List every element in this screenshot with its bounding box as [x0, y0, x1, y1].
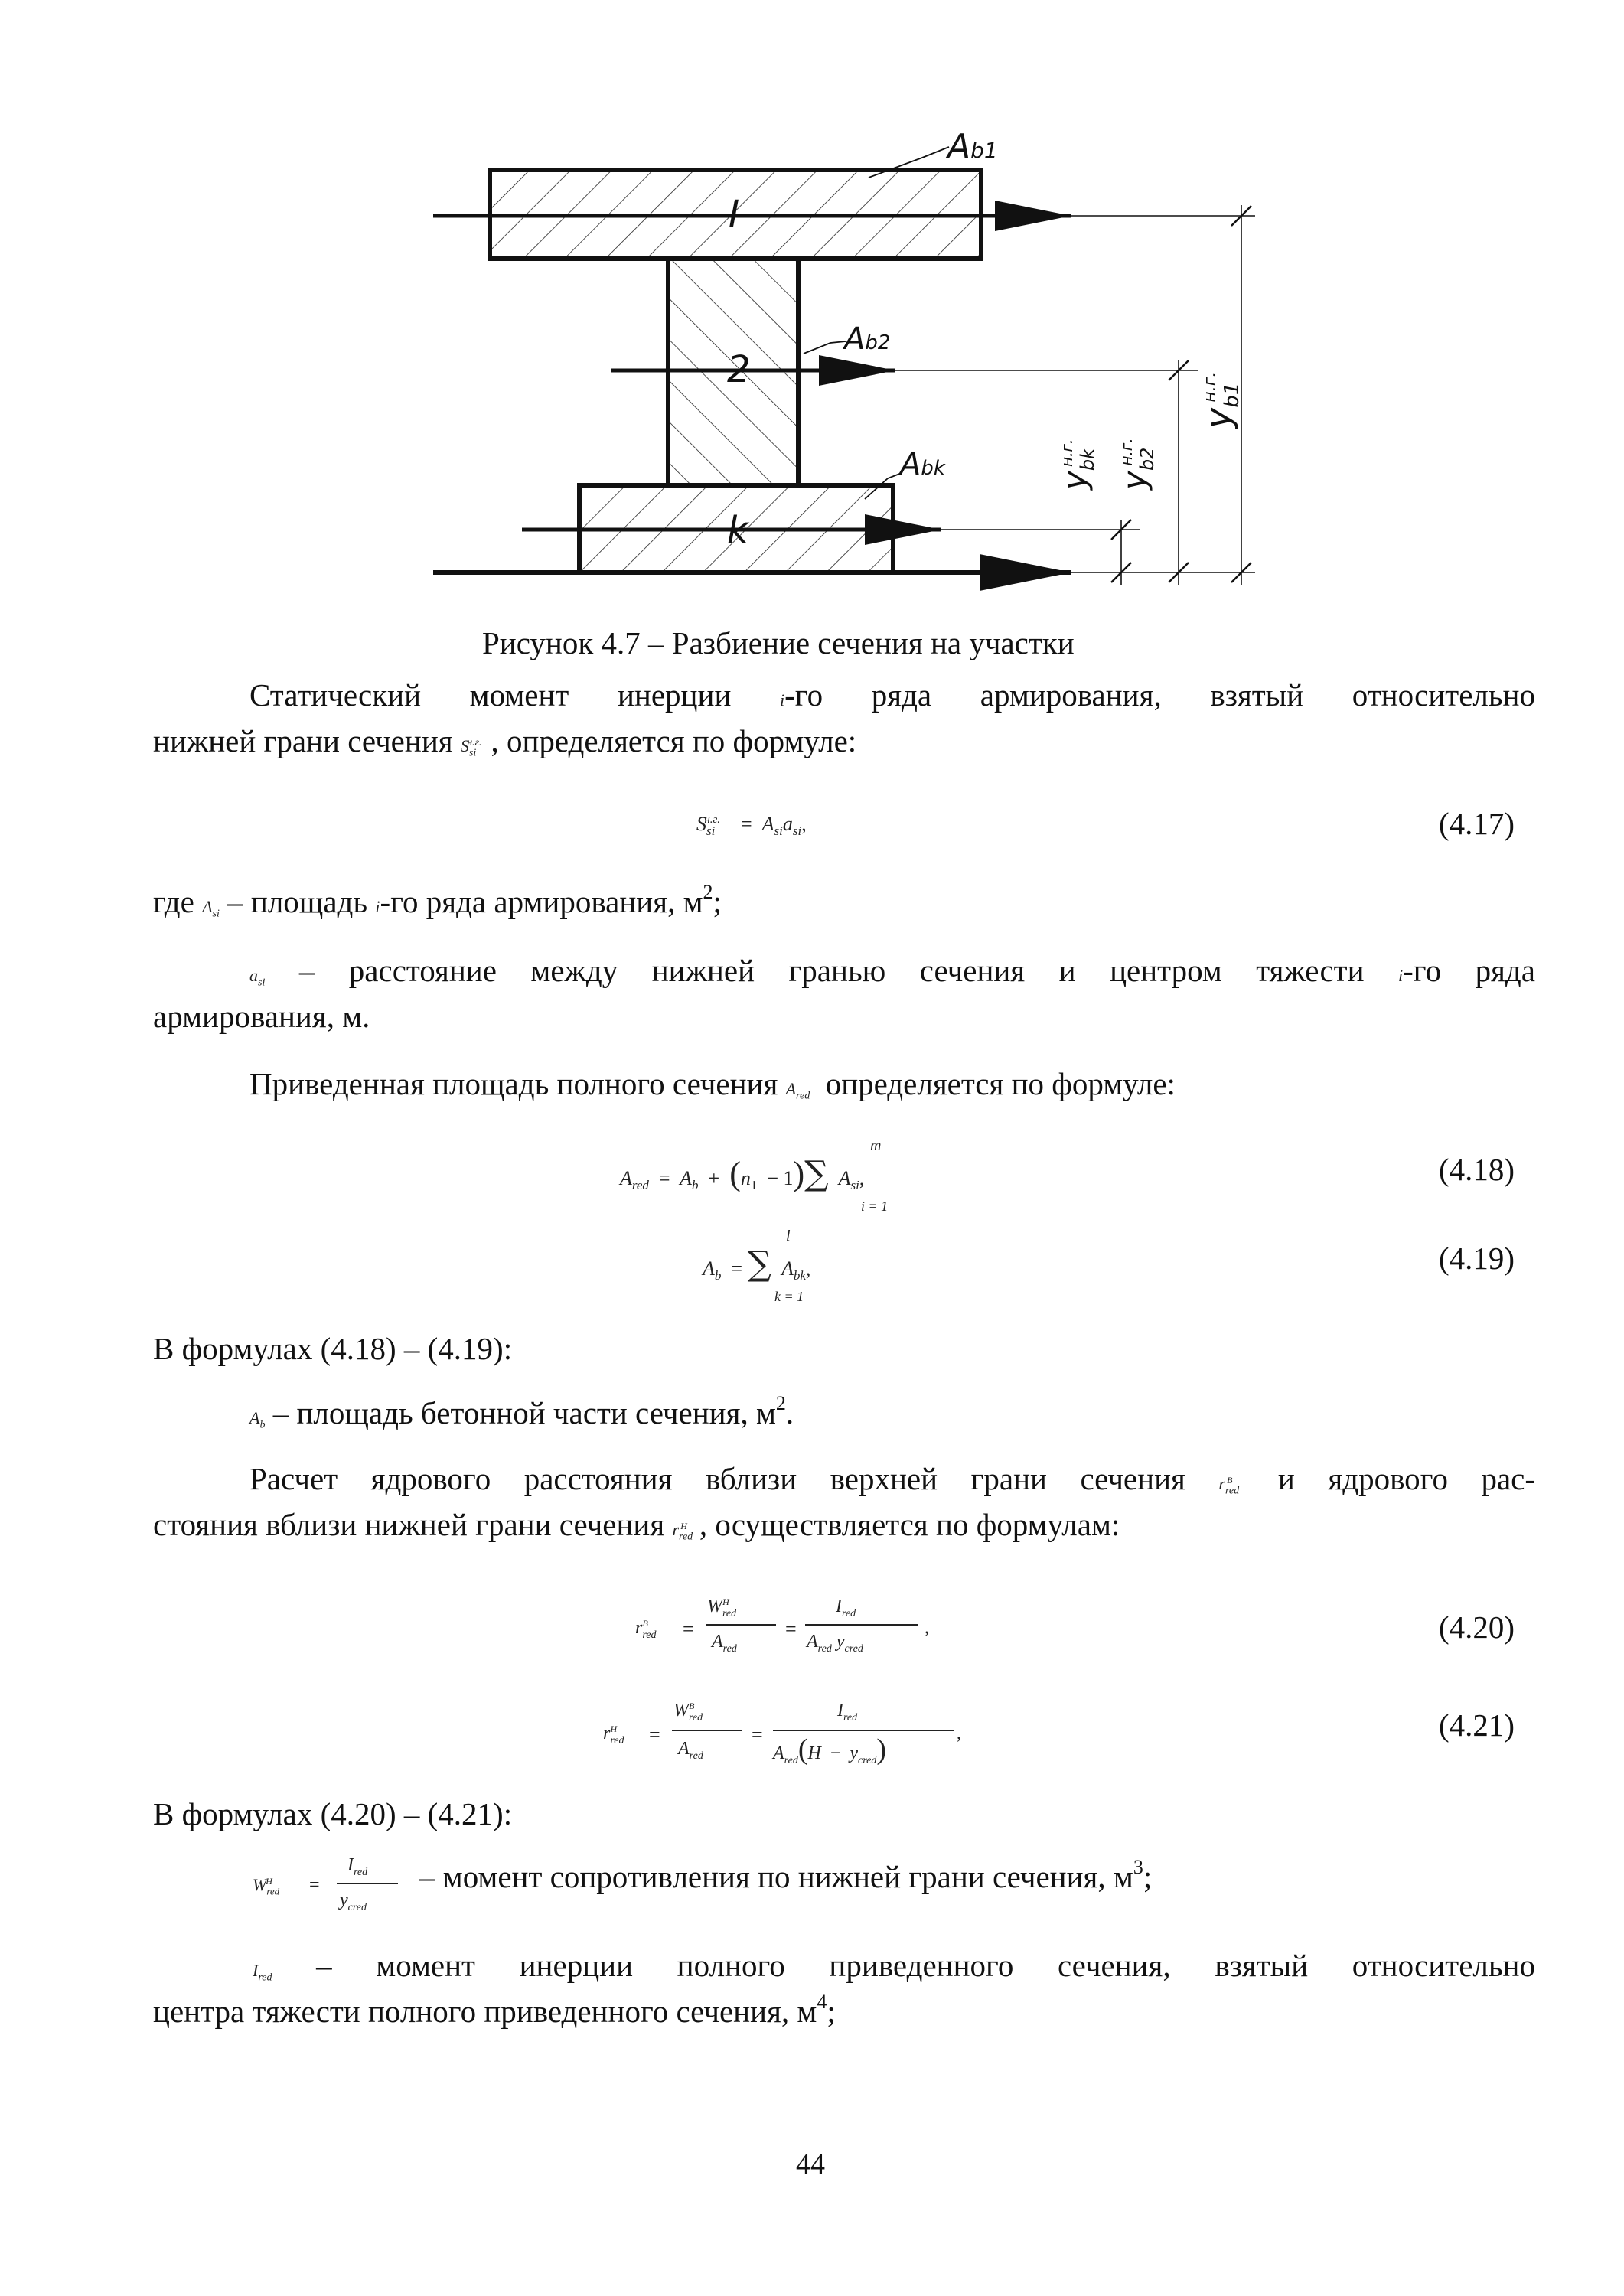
- dim-label-yb2: $y_{b2}^{н.г.}$: [1116, 438, 1158, 490]
- dim-label-ybk: $y_{bk}^{н.г.}$: [1056, 439, 1098, 490]
- definition-asi: где $A_{si}$ – площадь i-го ряда армирования, $м^2$;: [153, 881, 722, 920]
- definition-i-red-line2: центра тяжести полного приведенного сечения, $м^4$;: [153, 1991, 836, 2029]
- paragraph-static-moment-line1: Статический момент инерции i-го ряда армирования, взятый относительно: [249, 677, 1535, 713]
- definition-a-si-line2: армирования, м.: [153, 999, 370, 1034]
- label-ab2: Ab2: [844, 321, 891, 357]
- sum-lower-i: i = 1: [861, 1199, 889, 1214]
- paragraph-ared: Приведенная площадь полного сечения $A_{red}$ определяется по формуле:: [249, 1066, 1176, 1102]
- equation-4-21: $r_{red}^Н$ = $W_{red}^В$ $A_{red}$ = $I_{red}$ $A_{red}(H - y_{cred})$ ,: [603, 1701, 961, 1766]
- paragraph-core-line2: стояния вблизи нижней грани сечения $r_{red}^Н$ , осуществляется по формулам:: [153, 1507, 1120, 1543]
- equation-4-19: $A_b$ = ∑ $A_{bk}$,: [703, 1244, 811, 1283]
- definition-ab: $A_b$ – площадь бетонной части сечения, $м^2$.: [249, 1392, 794, 1431]
- sum-upper-l: l: [786, 1228, 791, 1244]
- paragraph-static-moment-line2: нижней грани сечения $S_{si}^{н.г.}$ , определяется по формуле:: [153, 723, 857, 759]
- equation-4-20: $r_{red}^В$ = $W_{red}^Н$ $A_{red}$ = $I_{red}$ $A_{red}$ $y_{cred}$ ,: [635, 1596, 929, 1655]
- equation-number-4-19: (4.19): [1439, 1241, 1515, 1276]
- label-abk: Abk: [900, 447, 945, 482]
- part-label-1: I: [729, 193, 740, 236]
- equation-4-17: $S_{si}^{н.г.} = A_{si}a_{si}$,: [696, 813, 807, 839]
- equation-number-4-17: (4.17): [1439, 806, 1515, 841]
- part-label-k: k: [727, 509, 748, 552]
- paragraph-core-line1: Расчет ядрового расстояния вблизи верхней грани сечения $r_{red}^В$ и ядрового рас-: [249, 1461, 1535, 1497]
- equation-number-4-20: (4.20): [1439, 1609, 1515, 1645]
- label-ab1: Ab1: [947, 127, 998, 166]
- equation-4-18: $A_{red} = A_b + (n_1 - 1)\sum$ $A_{si}$,: [620, 1154, 865, 1193]
- part-label-2: 2: [727, 348, 751, 391]
- in-formulas-4-20-4-21: В формулах (4.20) – (4.21):: [153, 1796, 513, 1831]
- definition-i-red-line1: $I_{red}$ – момент инерции полного приведенного сечения, взятый относительно: [253, 1948, 1535, 1984]
- definition-w-red: – момент сопротивления по нижней грани сечения, $м^3$;: [419, 1856, 1153, 1894]
- equation-number-4-21: (4.21): [1439, 1707, 1515, 1743]
- sum-lower-k: k = 1: [774, 1289, 804, 1304]
- page-number: 44: [796, 2148, 825, 2180]
- w-red-formula: $W_{red}^Н$ = $I_{red}$ $y_{cred}$: [253, 1860, 421, 1944]
- definition-a-si-line1: $a_{si}$ – расстояние между нижней гранью сечения и центром тяжести i-го ряда: [249, 953, 1535, 989]
- figure: [0, 0, 1624, 620]
- sum-upper-m: m: [870, 1137, 882, 1154]
- equation-number-4-18: (4.18): [1439, 1152, 1515, 1187]
- figure-caption: Рисунок 4.7 – Разбиение сечения на участки: [482, 625, 1075, 660]
- in-formulas-4-18-4-19: В формулах (4.18) – (4.19):: [153, 1331, 513, 1366]
- section-diagram: [0, 0, 1624, 620]
- dim-label-yb1: $y_{b1}^{н.г.}$: [1198, 371, 1244, 429]
